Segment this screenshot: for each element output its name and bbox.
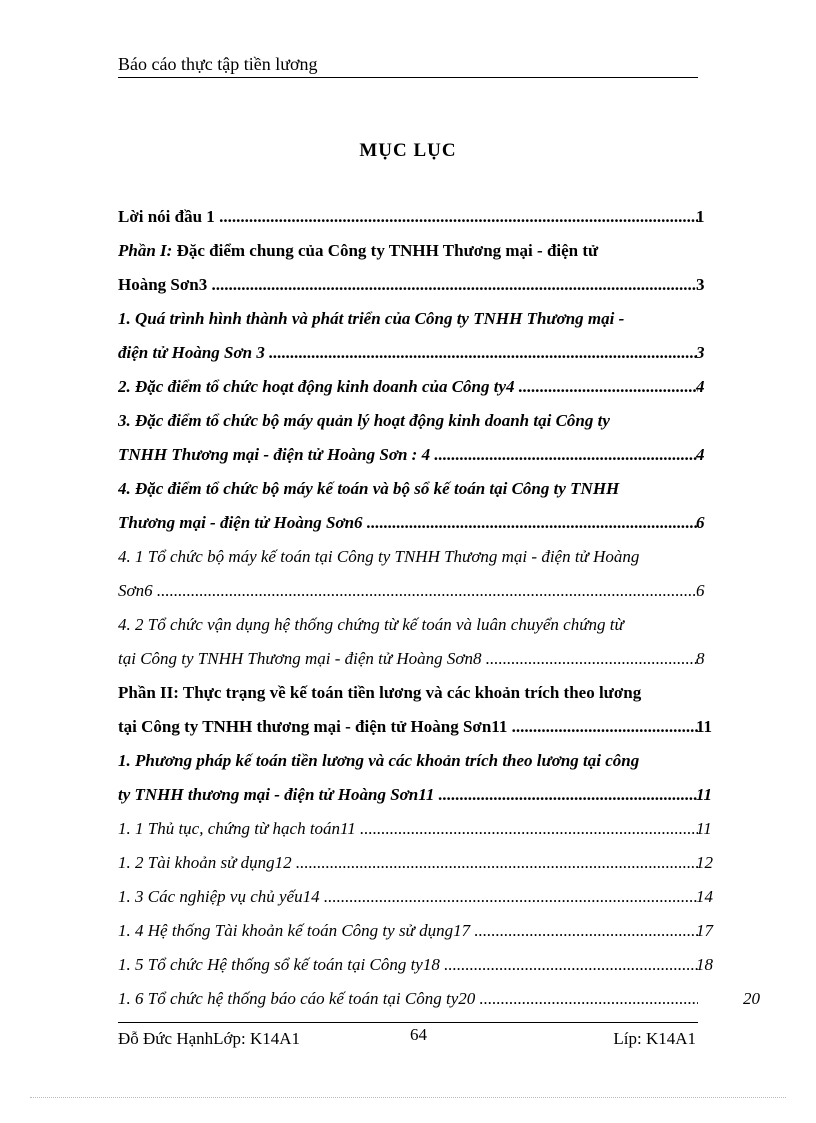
toc-entry-label: 1. Quá trình hình thành và phát triển của Công ty TNHH Thương mại - [118,309,625,328]
toc-entry-text [118,574,698,608]
toc-entry-text [118,676,698,710]
toc-entry-page: 18 [696,955,713,974]
toc-entry[interactable] [118,336,738,370]
toc-entry-label: TNHH Thương mại - điện tử Hoàng Sơn : 4 [118,445,431,464]
toc-entry-page: 8 [696,649,705,668]
toc-entry[interactable] [118,914,738,948]
page-footer [118,1022,698,1053]
toc-entry-label: 1. 4 Hệ thống Tài khoản kế toán Công ty sử dụng17 [118,921,471,940]
toc-entry-lead: Phần I: [118,241,173,260]
toc-entry-label: Đặc điểm chung của Công ty TNHH Thương mại - điện tử [172,241,599,260]
toc-entry-page: 11 [696,819,712,838]
toc-entry[interactable] [118,302,738,336]
toc-entry-label: tại Công ty TNHH thương mại - điện tử Hoàng Sơn11 [118,717,508,736]
toc-entry[interactable] [118,268,738,302]
toc-entry-text [118,778,698,812]
toc-entry-text [118,846,698,880]
toc-entry-page: 6 [696,581,705,600]
toc-entry-text [118,744,698,778]
toc-entry[interactable] [118,200,738,234]
toc-entry-text [118,914,698,948]
toc-entry-label: tại Công ty TNHH Thương mại - điện tử Hoàng Sơn8 [118,649,482,668]
toc-entry[interactable] [118,948,738,982]
toc-entry[interactable] [118,812,738,846]
toc-entry-text [118,336,698,370]
toc-entry-label: 1. 3 Các nghiệp vụ chủ yếu14 [118,887,320,906]
toc-entry-label: Hoàng Sơn3 [118,275,208,294]
footer-class: Líp: K14A1 [613,1029,696,1048]
toc-entry-label: Sơn6 [118,581,153,600]
toc-entry-text [118,710,698,744]
toc-entry-text [118,302,698,336]
toc-entry-label: 4. 1 Tổ chức bộ máy kế toán tại Công ty TNHH Thương mại - điện tử Hoàng [118,547,640,566]
toc-entry-label: Lời nói đầu 1 [118,207,215,226]
toc-entry-text [118,234,698,268]
toc-entry-text [118,268,698,302]
toc-entry[interactable] [118,472,738,506]
toc-entry-label: 1. 6 Tổ chức hệ thống báo cáo kế toán tại Công ty20 [118,989,476,1008]
toc-entry-label: 2. Đặc điểm tổ chức hoạt động kinh doanh của Công ty4 [118,377,515,396]
header-title: Báo cáo thực tập tiền lương [118,54,318,74]
toc-entry-label: điện tử Hoàng Sơn 3 [118,343,265,362]
page-header [118,52,698,78]
toc-entry-label: 1. 5 Tổ chức Hệ thống sổ kế toán tại Công ty18 [118,955,440,974]
toc-entry[interactable] [118,880,738,914]
toc-entry-page: 3 [696,275,705,294]
toc-entry-label: ty TNHH thương mại - điện tử Hoàng Sơn11 [118,785,435,804]
footer-author: Đỗ Đức HạnhLớp: K14A1 [118,1029,301,1048]
toc-entry-label: 4. 2 Tổ chức vận dụng hệ thống chứng từ kế toán và luân chuyển chứng từ [118,615,624,634]
toc-entry[interactable] [118,710,738,744]
toc-entry-page: 3 [696,343,705,362]
toc-title: MỤC LỤC [359,140,457,161]
toc-entry[interactable] [118,846,738,880]
toc-entry-page: 11 [696,717,713,736]
toc-entry-text [118,370,698,404]
toc-entry-label: Thương mại - điện tử Hoàng Sơn6 [118,513,363,532]
toc-entry[interactable] [118,676,738,710]
toc-entry-text [118,880,698,914]
toc-entry-label: 1. 1 Thủ tục, chứng từ hạch toán11 [118,819,356,838]
toc-entry-page: 11 [696,785,713,804]
toc-entry-text [118,642,698,676]
toc-entry-text [118,608,698,642]
toc-entry[interactable] [118,642,738,676]
toc-entry[interactable] [118,608,738,642]
toc-entry-text [118,540,698,574]
toc-entry-page: 14 [696,887,713,906]
toc-entry-page: 12 [696,853,713,872]
toc-entry[interactable] [118,778,738,812]
toc-entry-text [118,948,698,982]
footer-page-number: 64 [410,1025,427,1044]
toc-entry[interactable] [118,574,738,608]
table-of-contents [118,200,760,1016]
toc-entry-text [118,506,698,540]
toc-entry[interactable] [118,744,738,778]
toc-entry[interactable] [118,506,738,540]
toc-entry[interactable] [118,982,760,1016]
toc-entry-page: 1 [696,207,705,226]
toc-entry[interactable] [118,370,738,404]
toc-entry[interactable] [118,540,738,574]
toc-entry[interactable] [118,404,738,438]
toc-entry-label: 3. Đặc điểm tổ chức bộ máy quản lý hoạt động kinh doanh tại Công ty [118,411,610,430]
toc-entry-page: 20 [743,989,760,1008]
toc-entry-page: 6 [696,513,705,532]
toc-entry-text [118,200,698,234]
toc-entry-text [118,812,698,846]
toc-entry-text [118,438,698,472]
toc-entry-page: 17 [696,921,713,940]
toc-entry-text [118,982,698,1016]
toc-entry[interactable] [118,438,738,472]
toc-entry-label: 4. Đặc điểm tổ chức bộ máy kế toán và bộ sổ kế toán tại Công ty TNHH [118,479,620,498]
toc-entry-text [118,472,698,506]
toc-entry-page: 4 [696,445,705,464]
toc-entry-label: Phần II: Thực trạng về kế toán tiền lương và các khoản trích theo lương [118,683,642,702]
toc-entry-label: 1. Phương pháp kế toán tiền lương và các khoản trích theo lương tại công [118,751,640,770]
toc-entry[interactable] [118,234,738,268]
toc-entry-label: 1. 2 Tài khoản sử dụng12 [118,853,292,872]
toc-entry-text [118,404,698,438]
page-bottom-divider [30,1097,786,1098]
toc-entry-page: 4 [696,377,705,396]
